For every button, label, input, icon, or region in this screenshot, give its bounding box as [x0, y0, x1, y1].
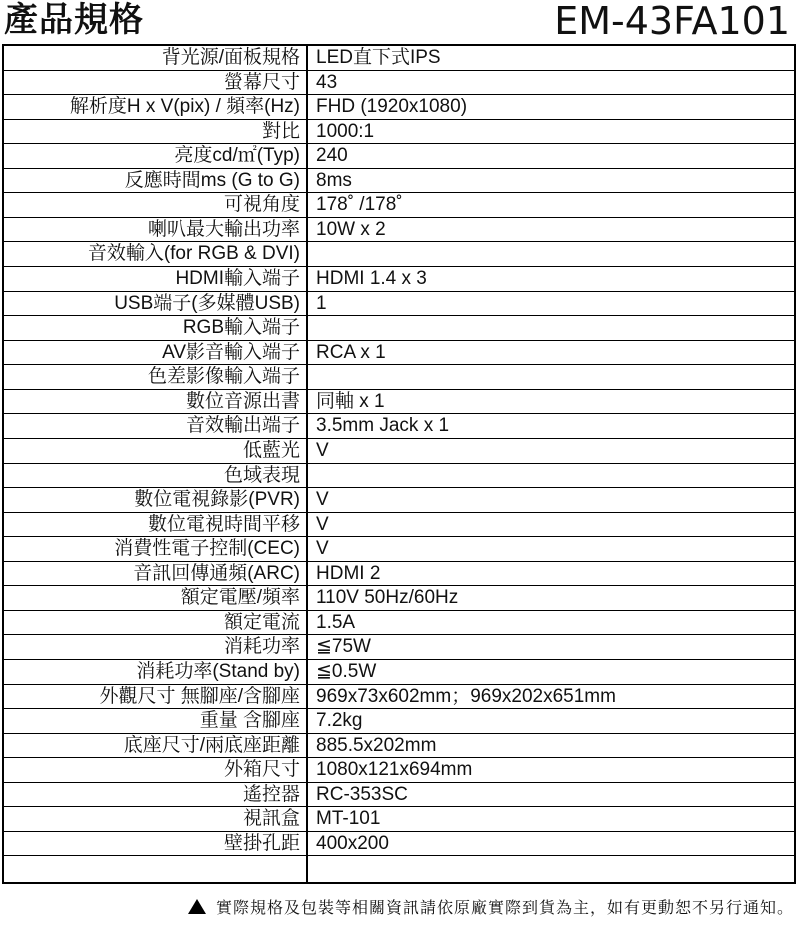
- spec-row: [4, 635, 794, 660]
- spec-row: [4, 341, 794, 366]
- spec-label: 色域表現: [223, 464, 300, 486]
- spec-label: 數位電視錄影(PVR): [134, 489, 300, 511]
- spec-label: 反應時間ms (G to G): [124, 169, 300, 191]
- spec-row: [4, 218, 794, 243]
- spec-value: RCA x 1: [306, 341, 794, 365]
- spec-row: [4, 832, 794, 857]
- spec-row: [4, 365, 794, 390]
- spec-value: 7.2kg: [306, 709, 794, 733]
- spec-row: [4, 120, 794, 145]
- spec-row: [4, 856, 794, 882]
- spec-label: HDMI輸入端子: [175, 268, 300, 290]
- spec-row: [4, 537, 794, 562]
- spec-value: LED直下式IPS: [306, 46, 794, 70]
- spec-value: HDMI 2: [306, 562, 794, 586]
- model-number: EM-43FA101: [554, 0, 790, 43]
- spec-row: [4, 685, 794, 710]
- footer-note-text: 實際規格及包裝等相關資訊請依原廠實際到貨為主，如有更動恕不另行通知。: [215, 898, 794, 917]
- spec-label: 數位音源出書: [185, 390, 300, 412]
- spec-label: 遙控器: [242, 783, 300, 805]
- spec-label: 可視角度: [223, 194, 300, 216]
- page-title: 產品規格: [4, 0, 144, 40]
- spec-value: V: [306, 488, 794, 512]
- spec-label: 底座尺寸/兩底座距離: [123, 734, 300, 756]
- spec-label: 視訊盒: [242, 808, 300, 830]
- spec-value: 3.5mm Jack x 1: [306, 414, 794, 438]
- spec-value: 240: [306, 144, 794, 168]
- spec-row: [4, 488, 794, 513]
- spec-row: [4, 439, 794, 464]
- spec-row: [4, 46, 794, 71]
- spec-row: [4, 807, 794, 832]
- header: [0, 0, 800, 44]
- spec-value: 400x200: [306, 832, 794, 856]
- spec-value: 969x73x602mm；969x202x651mm: [306, 685, 794, 709]
- spec-row: [4, 586, 794, 611]
- spec-label: [4, 856, 306, 882]
- spec-row: [4, 562, 794, 587]
- spec-label: AV影音輸入端子: [162, 341, 300, 363]
- spec-label: 亮度cd/㎡(Typ): [174, 145, 300, 167]
- spec-row: [4, 95, 794, 120]
- spec-table: [2, 44, 796, 884]
- spec-label: 色差影像輸入端子: [147, 366, 300, 388]
- spec-value: 178˚ /178˚: [306, 193, 794, 217]
- spec-row: [4, 390, 794, 415]
- spec-row: [4, 267, 794, 292]
- spec-label: 對比: [261, 120, 300, 142]
- spec-value: RC-353SC: [306, 783, 794, 807]
- spec-label: 重量 含腳座: [199, 710, 300, 732]
- spec-row: [4, 611, 794, 636]
- spec-value: 1000:1: [306, 120, 794, 144]
- spec-value: ≦0.5W: [306, 660, 794, 684]
- spec-label: 解析度H x V(pix) / 頻率(Hz): [69, 96, 300, 118]
- spec-value: 1: [306, 292, 794, 316]
- spec-value: 同軸 x 1: [306, 390, 794, 414]
- spec-value: [306, 242, 794, 266]
- spec-label: 音效輸出端子: [185, 415, 300, 437]
- spec-row: [4, 242, 794, 267]
- spec-row: [4, 144, 794, 169]
- spec-value: HDMI 1.4 x 3: [306, 267, 794, 291]
- spec-label: 音訊回傳通頻(ARC): [133, 562, 300, 584]
- spec-value: 1080x121x694mm: [306, 758, 794, 782]
- spec-label: USB端子(多媒體USB): [114, 292, 300, 314]
- spec-label: 音效輸入(for RGB & DVI): [87, 243, 300, 265]
- spec-row: [4, 464, 794, 489]
- spec-value: V: [306, 513, 794, 537]
- spec-label: 壁掛孔距: [223, 832, 300, 854]
- spec-value: 8ms: [306, 169, 794, 193]
- spec-value: ≦75W: [306, 635, 794, 659]
- spec-label: 消費性電子控制(CEC): [114, 538, 300, 560]
- spec-row: [4, 709, 794, 734]
- spec-label: 螢幕尺寸: [223, 71, 300, 93]
- spec-row: [4, 169, 794, 194]
- spec-label: 消耗功率: [223, 636, 300, 658]
- spec-label: 消耗功率(Stand by): [136, 661, 300, 682]
- spec-value: 885.5x202mm: [306, 734, 794, 758]
- spec-row: [4, 783, 794, 808]
- spec-value: [306, 316, 794, 340]
- spec-row: [4, 734, 794, 759]
- spec-label: 額定電流: [223, 611, 300, 633]
- spec-label: 背光源/面板規格: [161, 47, 300, 68]
- spec-value: 43: [306, 71, 794, 95]
- warning-triangle-icon: [188, 899, 206, 914]
- spec-row: [4, 414, 794, 439]
- spec-label: 數位電視時間平移: [147, 513, 300, 535]
- spec-value: [306, 365, 794, 389]
- spec-value: V: [306, 537, 794, 561]
- spec-value: 110V 50Hz/60Hz: [306, 586, 794, 610]
- spec-row: [4, 71, 794, 96]
- spec-row: [4, 316, 794, 341]
- spec-value: MT-101: [306, 807, 794, 831]
- spec-label: 外箱尺寸: [223, 759, 300, 781]
- spec-row: [4, 292, 794, 317]
- spec-label: 低藍光: [242, 439, 300, 461]
- spec-label: 外觀尺寸 無腳座/含腳座: [99, 685, 300, 707]
- spec-value: [306, 464, 794, 488]
- spec-row: [4, 513, 794, 538]
- spec-value: 1.5A: [306, 611, 794, 635]
- spec-value: [306, 856, 794, 882]
- spec-row: [4, 758, 794, 783]
- spec-label: RGB輸入端子: [182, 317, 300, 339]
- spec-value: 10W x 2: [306, 218, 794, 242]
- spec-value: V: [306, 439, 794, 463]
- spec-row: [4, 193, 794, 218]
- footer-note: [188, 897, 794, 919]
- spec-label: 喇叭最大輸出功率: [147, 218, 300, 240]
- spec-label: 額定電壓/頻率: [180, 587, 300, 609]
- spec-row: [4, 660, 794, 685]
- spec-value: FHD (1920x1080): [306, 95, 794, 119]
